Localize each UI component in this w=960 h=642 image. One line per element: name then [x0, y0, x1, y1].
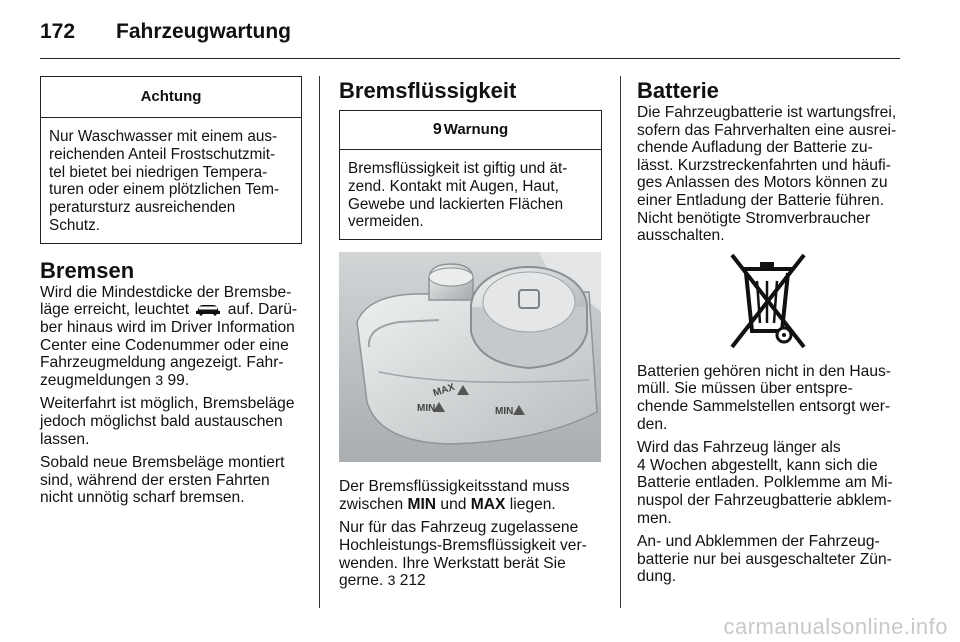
brakes-paragraph-2 — [40, 395, 302, 448]
brake-warning-car-icon — [195, 303, 221, 316]
column-left — [40, 76, 302, 513]
text-line: den. — [637, 415, 668, 433]
text-line: ber hinaus wird im Driver Information — [40, 318, 295, 336]
warning-heading — [340, 111, 601, 150]
caution-heading: Achtung — [41, 77, 301, 118]
text-line: men. — [637, 509, 672, 527]
text-fragment: läge erreicht, leuchtet — [40, 301, 190, 319]
text-line: sind, während der ersten Fahrten — [40, 471, 270, 489]
text-line: jedoch möglichst bald austauschen — [40, 412, 283, 430]
warning-line: Bremsflüssigkeit ist giftig und ät- — [348, 160, 568, 177]
page-reference-link[interactable]: 212 — [399, 572, 426, 590]
text-line: 4 Wochen abgestellt, kann sich die — [637, 456, 878, 474]
page-reference-arrow-icon: 3 — [155, 371, 164, 388]
text-line — [339, 572, 602, 590]
reservoir-illustration — [339, 252, 601, 462]
text-line: wenden. Ihre Werkstatt berät Sie — [339, 554, 566, 572]
caution-box — [40, 76, 302, 244]
text-line: Wird die Mindestdicke der Bremsbe- — [40, 283, 292, 301]
caution-line: peratursturz ausreichenden — [49, 199, 236, 217]
text-line: Nicht benötigte Stromverbraucher — [637, 209, 871, 227]
text-line: ausschalten. — [637, 227, 725, 245]
page-reference-link[interactable]: 99. — [167, 371, 190, 389]
min-mark-label-left: MIN — [417, 403, 436, 415]
chapter-title: Fahrzeugwartung — [116, 20, 292, 43]
text-line: Batterie entladen. Polklemme am Mi- — [637, 474, 893, 492]
text-line — [40, 372, 302, 390]
warning-line: vermeiden. — [348, 213, 424, 231]
text-line: sofern das Fahrverhalten eine ausrei- — [637, 121, 897, 139]
text-line: Fahrzeugmeldung angezeigt. Fahr- — [40, 354, 284, 372]
text-line: Hochleistungs-Bremsflüssigkeit ver- — [339, 536, 587, 554]
brake-fluid-reservoir-photo — [339, 252, 601, 462]
text-line — [40, 301, 302, 319]
caution-line: reichenden Anteil Frostschutzmit- — [49, 145, 276, 163]
text-line: einer Entladung der Batterie führen. — [637, 191, 885, 209]
text-line: Sobald neue Bremsbeläge montiert — [40, 454, 285, 472]
warning-box — [339, 110, 602, 240]
watermark: carmanualsonline.info — [723, 614, 948, 639]
text-fragment: auf. Darü- — [227, 301, 298, 319]
brake-fluid-paragraph-1 — [339, 478, 602, 513]
warning-text — [340, 150, 601, 239]
brake-fluid-paragraph-2 — [339, 519, 602, 589]
text-fragment: zeugmeldungen — [40, 371, 151, 389]
caution-line: Schutz. — [49, 216, 101, 234]
text-line: chende Aufladung der Batterie zu- — [637, 139, 873, 157]
caution-line: tel bietet bei niedrigen Tempera- — [49, 163, 268, 181]
text-fragment: liegen. — [509, 495, 556, 513]
text-line: Batterien gehören nicht in den Haus- — [637, 362, 891, 380]
warning-line: Gewebe und lackierten Flächen — [348, 195, 564, 213]
caution-line: Nur Waschwasser mit einem aus- — [49, 128, 278, 145]
warning-triangle-icon: 9 — [432, 121, 442, 139]
text-line: ges Anlassen des Motors können zu — [637, 174, 888, 192]
text-line: Die Fahrzeugbatterie ist wartungsfrei, — [637, 104, 897, 121]
battery-paragraph-4 — [637, 533, 903, 586]
text-line — [339, 496, 602, 514]
text-line: An- und Abklemmen der Fahrzeug- — [637, 533, 880, 551]
brakes-paragraph-1 — [40, 284, 302, 390]
column-divider-1 — [319, 76, 320, 608]
text-line: nuspol der Fahrzeugbatterie abklem- — [637, 491, 892, 509]
caution-line: turen oder einem plötzlichen Tem- — [49, 181, 280, 199]
text-line: Der Bremsflüssigkeitsstand muss — [339, 478, 570, 496]
battery-paragraph-3 — [637, 439, 903, 527]
column-divider-2 — [620, 76, 621, 608]
max-mark-label: MAX — [431, 382, 457, 400]
text-line: Wird das Fahrzeug länger als — [637, 439, 841, 457]
text-fragment: zwischen — [339, 495, 404, 513]
battery-paragraph-1 — [637, 104, 903, 245]
text-line: chende Sammelstellen entsorgt wer- — [637, 397, 891, 415]
text-line: Nur für das Fahrzeug zugelassene — [339, 519, 579, 537]
text-line: müll. Sie müssen über entspre- — [637, 380, 853, 398]
caution-text — [41, 118, 301, 243]
crossed-out-bin-icon — [720, 251, 820, 353]
text-line: Weiterfahrt ist möglich, Bremsbeläge — [40, 395, 295, 413]
text-line: lässt. Kurzstreckenfahrten und häufi- — [637, 156, 891, 174]
text-line: nicht unnötig scharf bremsen. — [40, 489, 245, 507]
section-title-battery: Batterie — [637, 78, 719, 103]
weee-symbol — [637, 251, 903, 355]
brakes-paragraph-3 — [40, 454, 302, 507]
page-number: 172 — [40, 20, 76, 43]
text-fragment: und — [440, 495, 467, 513]
text-line: Center eine Codenummer oder eine — [40, 336, 289, 354]
column-right — [637, 76, 903, 592]
warning-line: zend. Kontakt mit Augen, Haut, — [348, 177, 559, 195]
min-mark-label-right: MIN — [495, 406, 514, 418]
text-fragment: gerne. — [339, 572, 384, 590]
min-label: MIN — [407, 495, 437, 513]
max-label: MAX — [470, 495, 506, 513]
header-rule — [40, 58, 900, 59]
section-title-brakes: Bremsen — [40, 257, 135, 283]
page-reference-arrow-icon: 3 — [387, 572, 396, 589]
column-middle — [339, 76, 602, 596]
warning-heading-text: Warnung — [443, 121, 509, 139]
text-line: batterie nur bei ausgeschalteter Zün- — [637, 550, 892, 568]
text-line: lassen. — [40, 430, 90, 448]
section-title-brake-fluid: Bremsflüssigkeit — [339, 78, 517, 103]
battery-paragraph-2 — [637, 363, 903, 433]
text-line: dung. — [637, 568, 677, 586]
